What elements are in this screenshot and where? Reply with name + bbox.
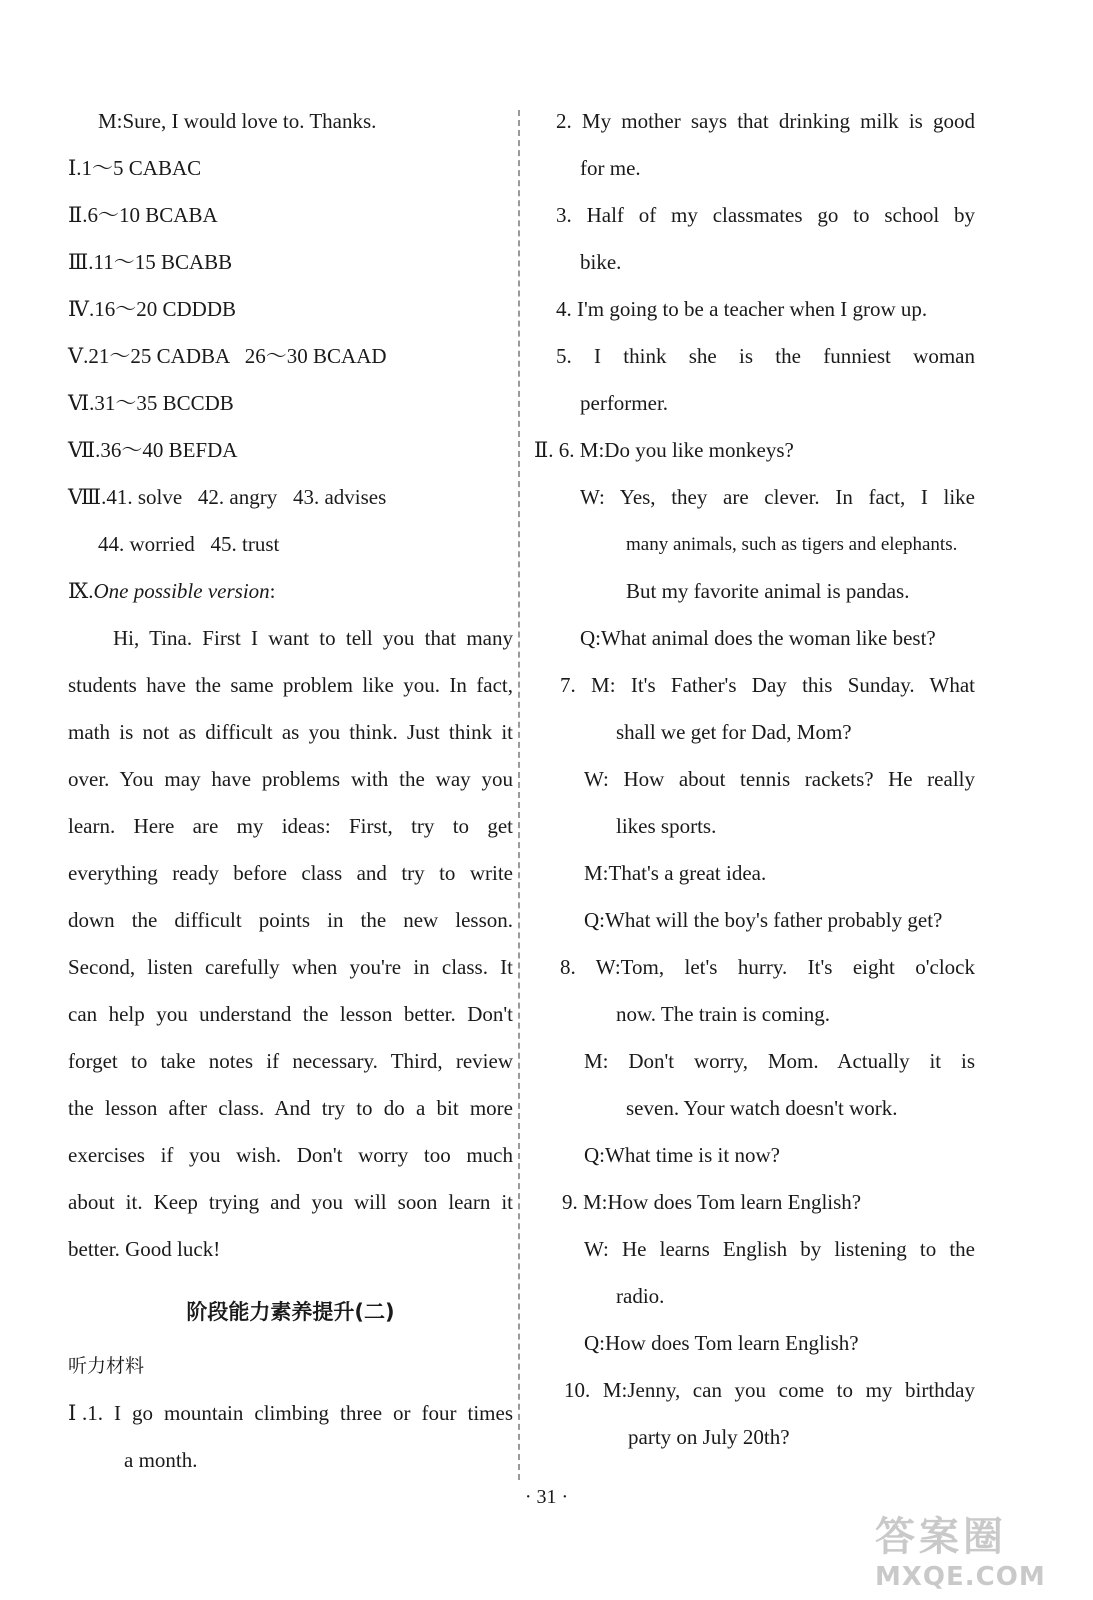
- watermark-logo: [875, 1505, 1075, 1595]
- answer-line-7: Ⅶ.36～40 BEFDA: [68, 438, 238, 462]
- answer-line-8-cont: 44. worried 45. trust: [98, 532, 280, 556]
- left-column: [68, 98, 513, 1484]
- essay-line: exercises if you wish. Don't worry too much: [68, 1143, 513, 1167]
- answer-line-3: Ⅲ.11～15 BCABB: [68, 250, 233, 274]
- listening-line: W: How about tennis rackets? He really: [584, 767, 975, 791]
- right-column: [534, 98, 975, 1461]
- listening-line: party on July 20th?: [628, 1425, 790, 1449]
- writing-colon: :: [269, 579, 276, 603]
- watermark-top: 答案圈: [875, 1514, 1007, 1560]
- listening-line: 8. W:Tom, let's hurry. It's eight o'clock: [560, 955, 975, 979]
- listening-title: 听力材料: [68, 1355, 145, 1377]
- listening-line: W: He learns English by listening to the: [584, 1237, 975, 1261]
- essay-line: about it. Keep trying and you will soon learn it: [68, 1190, 513, 1214]
- listening-line: Q:What animal does the woman like best?: [580, 626, 936, 650]
- listening-line-cont: a month.: [124, 1448, 198, 1472]
- listening-line: 5. I think she is the funniest woman: [556, 344, 975, 368]
- answer-line-8: Ⅷ.41. solve 42. angry 43. advises: [68, 485, 387, 509]
- listening-line: radio.: [616, 1284, 665, 1308]
- answer-line-1: Ⅰ.1～5 CABAC: [68, 156, 202, 180]
- answer-line-5: Ⅴ.21～25 CADBA 26～30 BCAAD: [68, 344, 387, 368]
- listening-line: 4. I'm going to be a teacher when I grow up.: [556, 297, 928, 321]
- listening-line: But my favorite animal is pandas.: [626, 579, 910, 603]
- essay-line: the lesson after class. And try to do a bit more: [68, 1096, 513, 1120]
- listening-line: 7. M: It's Father's Day this Sunday. What: [560, 673, 975, 697]
- essay-line: Hi, Tina. First I want to tell you that many: [113, 626, 513, 650]
- writing-version-label: One possible version: [93, 579, 270, 603]
- essay-line: everything ready before class and try to write: [68, 861, 513, 885]
- listening-line: 3. Half of my classmates go to school by: [556, 203, 975, 227]
- essay-line: Second, listen carefully when you're in class. It: [68, 955, 513, 979]
- listening-line: Q:What will the boy's father probably get?: [584, 908, 943, 932]
- listening-line: bike.: [580, 250, 622, 274]
- listening-line: likes sports.: [616, 814, 717, 838]
- section-title: 阶段能力素养提升(二): [186, 1300, 395, 1324]
- essay-line: can help you understand the lesson better. Don't: [68, 1002, 513, 1026]
- listening-line: Q:What time is it now?: [584, 1143, 780, 1167]
- listening-line: 9. M:How does Tom learn English?: [562, 1190, 862, 1214]
- listening-line: M:That's a great idea.: [584, 861, 767, 885]
- writing-label: [68, 568, 513, 615]
- listening-line: performer.: [580, 391, 669, 415]
- listening-line: M: Don't worry, Mom. Actually it is: [584, 1049, 975, 1073]
- essay-line: down the difficult points in the new lesson.: [68, 908, 513, 932]
- listening-line: Q:How does Tom learn English?: [584, 1331, 859, 1355]
- answer-line-6: Ⅵ.31～35 BCCDB: [68, 391, 234, 415]
- essay-line: students have the same problem like you. In fact,: [68, 673, 513, 697]
- answer-line-2: Ⅱ.6～10 BCABA: [68, 203, 218, 227]
- page-number: · 31 ·: [524, 1486, 569, 1508]
- listening-line: now. The train is coming.: [616, 1002, 831, 1026]
- listening-line: shall we get for Dad, Mom?: [616, 720, 852, 744]
- listening-line: Ⅰ.1. I go mountain climbing three or four times: [68, 1401, 513, 1425]
- listening-line: Ⅱ. 6. M:Do you like monkeys?: [534, 438, 794, 462]
- listening-line: many animals, such as tigers and elephants.: [626, 534, 958, 555]
- essay-line: over. You may have problems with the way you: [68, 767, 513, 791]
- writing-prefix: Ⅸ.: [68, 579, 94, 603]
- dialogue-line: M:Sure, I would love to. Thanks.: [98, 109, 377, 133]
- listening-line: 2. My mother says that drinking milk is good: [556, 109, 975, 133]
- watermark-bottom: MXQE.COM: [875, 1562, 1046, 1592]
- listening-line: seven. Your watch doesn't work.: [626, 1096, 898, 1120]
- essay-line: forget to take notes if necessary. Third, review: [68, 1049, 513, 1073]
- listening-line: W: Yes, they are clever. In fact, I like: [580, 485, 975, 509]
- listening-line: for me.: [580, 156, 641, 180]
- column-divider: [518, 110, 520, 1480]
- listening-line: 10. M:Jenny, can you come to my birthday: [564, 1378, 975, 1402]
- essay-line-last: better. Good luck!: [68, 1237, 221, 1261]
- answer-line-4: Ⅳ.16～20 CDDDB: [68, 297, 236, 321]
- essay-line: learn. Here are my ideas: First, try to get: [68, 814, 513, 838]
- essay-line: math is not as difficult as you think. Just think it: [68, 720, 513, 744]
